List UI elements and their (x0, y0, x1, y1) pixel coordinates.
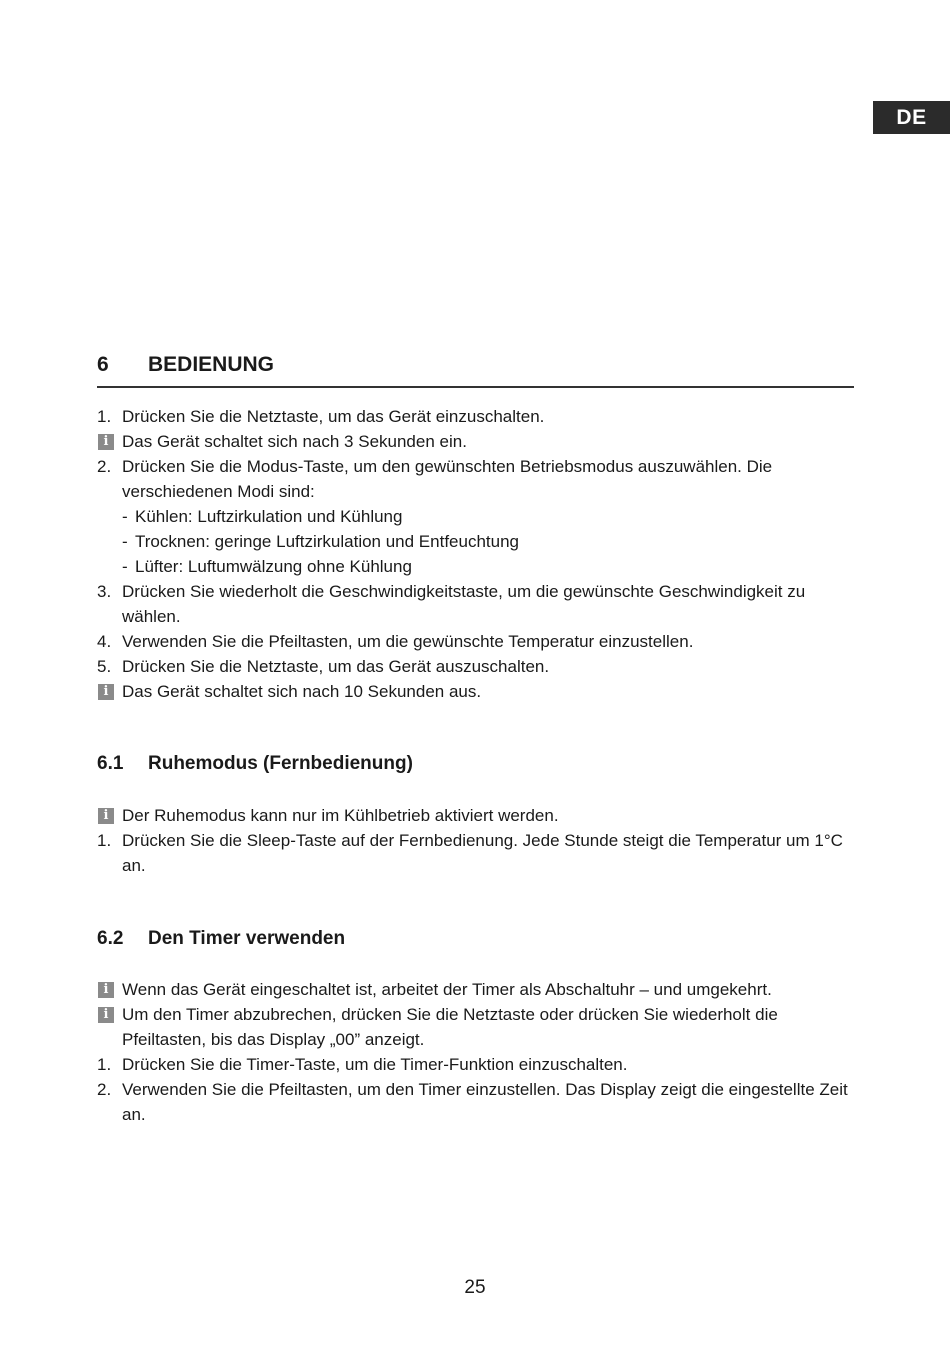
info-note (97, 429, 857, 454)
section-6-2-number: 6.2 (97, 928, 124, 949)
section-6-number: 6 (97, 353, 109, 376)
sub-list-item (97, 504, 857, 529)
info-icon: i (98, 982, 114, 998)
info-note (97, 977, 857, 1002)
item-text: Verwenden Sie die Pfeiltasten, um den Timer einzustellen. Das Display zeigt die eingestellte Zeit an. (122, 1080, 848, 1124)
section-6-1-title: Ruhemodus (Fernbedienung) (148, 753, 413, 774)
item-text: Drücken Sie die Sleep-Taste auf der Fernbedienung. Jede Stunde steigt die Temperatur um 1°C an. (122, 831, 843, 875)
section-6-title: BEDIENUNG (148, 353, 275, 376)
info-icon: i (98, 808, 114, 824)
section-6-heading (97, 350, 854, 388)
section-6-1-heading (97, 751, 854, 777)
info-icon: i (98, 1007, 114, 1023)
item-text: Drücken Sie die Netztaste, um das Gerät einzuschalten. (122, 407, 545, 426)
dash-marker: - (122, 507, 128, 526)
dash-marker: - (122, 557, 128, 576)
numbered-step (97, 1077, 857, 1127)
step-number: 1. (97, 1055, 112, 1074)
numbered-step (97, 454, 857, 504)
item-text: Drücken Sie die Netztaste, um das Gerät auszuschalten. (122, 657, 550, 676)
step-number: 1. (97, 407, 112, 426)
numbered-step (97, 828, 857, 878)
item-text: Drücken Sie die Timer-Taste, um die Timer-Funktion einzuschalten. (122, 1055, 628, 1074)
section-6-1-number: 6.1 (97, 753, 124, 774)
section-6-2-title: Den Timer verwenden (148, 928, 346, 949)
item-text: Drücken Sie die Modus-Taste, um den gewünschten Betriebsmodus auszuwählen. Die verschiedenen Modi sind: (122, 457, 773, 501)
numbered-step (97, 1052, 857, 1077)
step-number: 2. (97, 1080, 112, 1099)
info-note (97, 803, 857, 828)
sub-list-item (97, 529, 857, 554)
section-6-2-list (97, 977, 857, 1127)
item-text: Wenn das Gerät eingeschaltet ist, arbeitet der Timer als Abschaltuhr – und umgekehrt. (122, 980, 772, 999)
numbered-step (97, 654, 857, 679)
numbered-step (97, 579, 857, 629)
item-text: Kühlen: Luftzirkulation und Kühlung (135, 507, 403, 526)
language-tab: DE (873, 101, 950, 134)
step-number: 2. (97, 457, 112, 476)
info-icon: i (98, 684, 114, 700)
item-text: Der Ruhemodus kann nur im Kühlbetrieb aktiviert werden. (122, 806, 559, 825)
step-number: 1. (97, 831, 112, 850)
item-text: Das Gerät schaltet sich nach 3 Sekunden ein. (122, 432, 467, 451)
item-text: Trocknen: geringe Luftzirkulation und Entfeuchtung (135, 532, 520, 551)
info-icon: i (98, 434, 114, 450)
section-6-2-heading (97, 926, 854, 952)
dash-marker: - (122, 532, 128, 551)
step-number: 5. (97, 657, 112, 676)
item-text: Verwenden Sie die Pfeiltasten, um die gewünschte Temperatur einzustellen. (122, 632, 694, 651)
info-note (97, 1002, 857, 1052)
step-number: 4. (97, 632, 112, 651)
item-text: Drücken Sie wiederholt die Geschwindigkeitstaste, um die gewünschte Geschwindigkeit zu wählen. (122, 582, 806, 626)
numbered-step (97, 404, 857, 429)
item-text: Das Gerät schaltet sich nach 10 Sekunden aus. (122, 682, 482, 701)
info-note (97, 679, 857, 704)
sub-list-item (97, 554, 857, 579)
numbered-step (97, 629, 857, 654)
item-text: Um den Timer abzubrechen, drücken Sie die Netztaste oder drücken Sie wiederholt die Pfeiltasten, bis das Display „00” anzeigt. (122, 1005, 778, 1049)
page-number: 25 (464, 1277, 486, 1298)
section-6-1-list (97, 803, 857, 878)
section-6-list (97, 404, 857, 704)
step-number: 3. (97, 582, 112, 601)
item-text: Lüfter: Luftumwälzung ohne Kühlung (135, 557, 412, 576)
